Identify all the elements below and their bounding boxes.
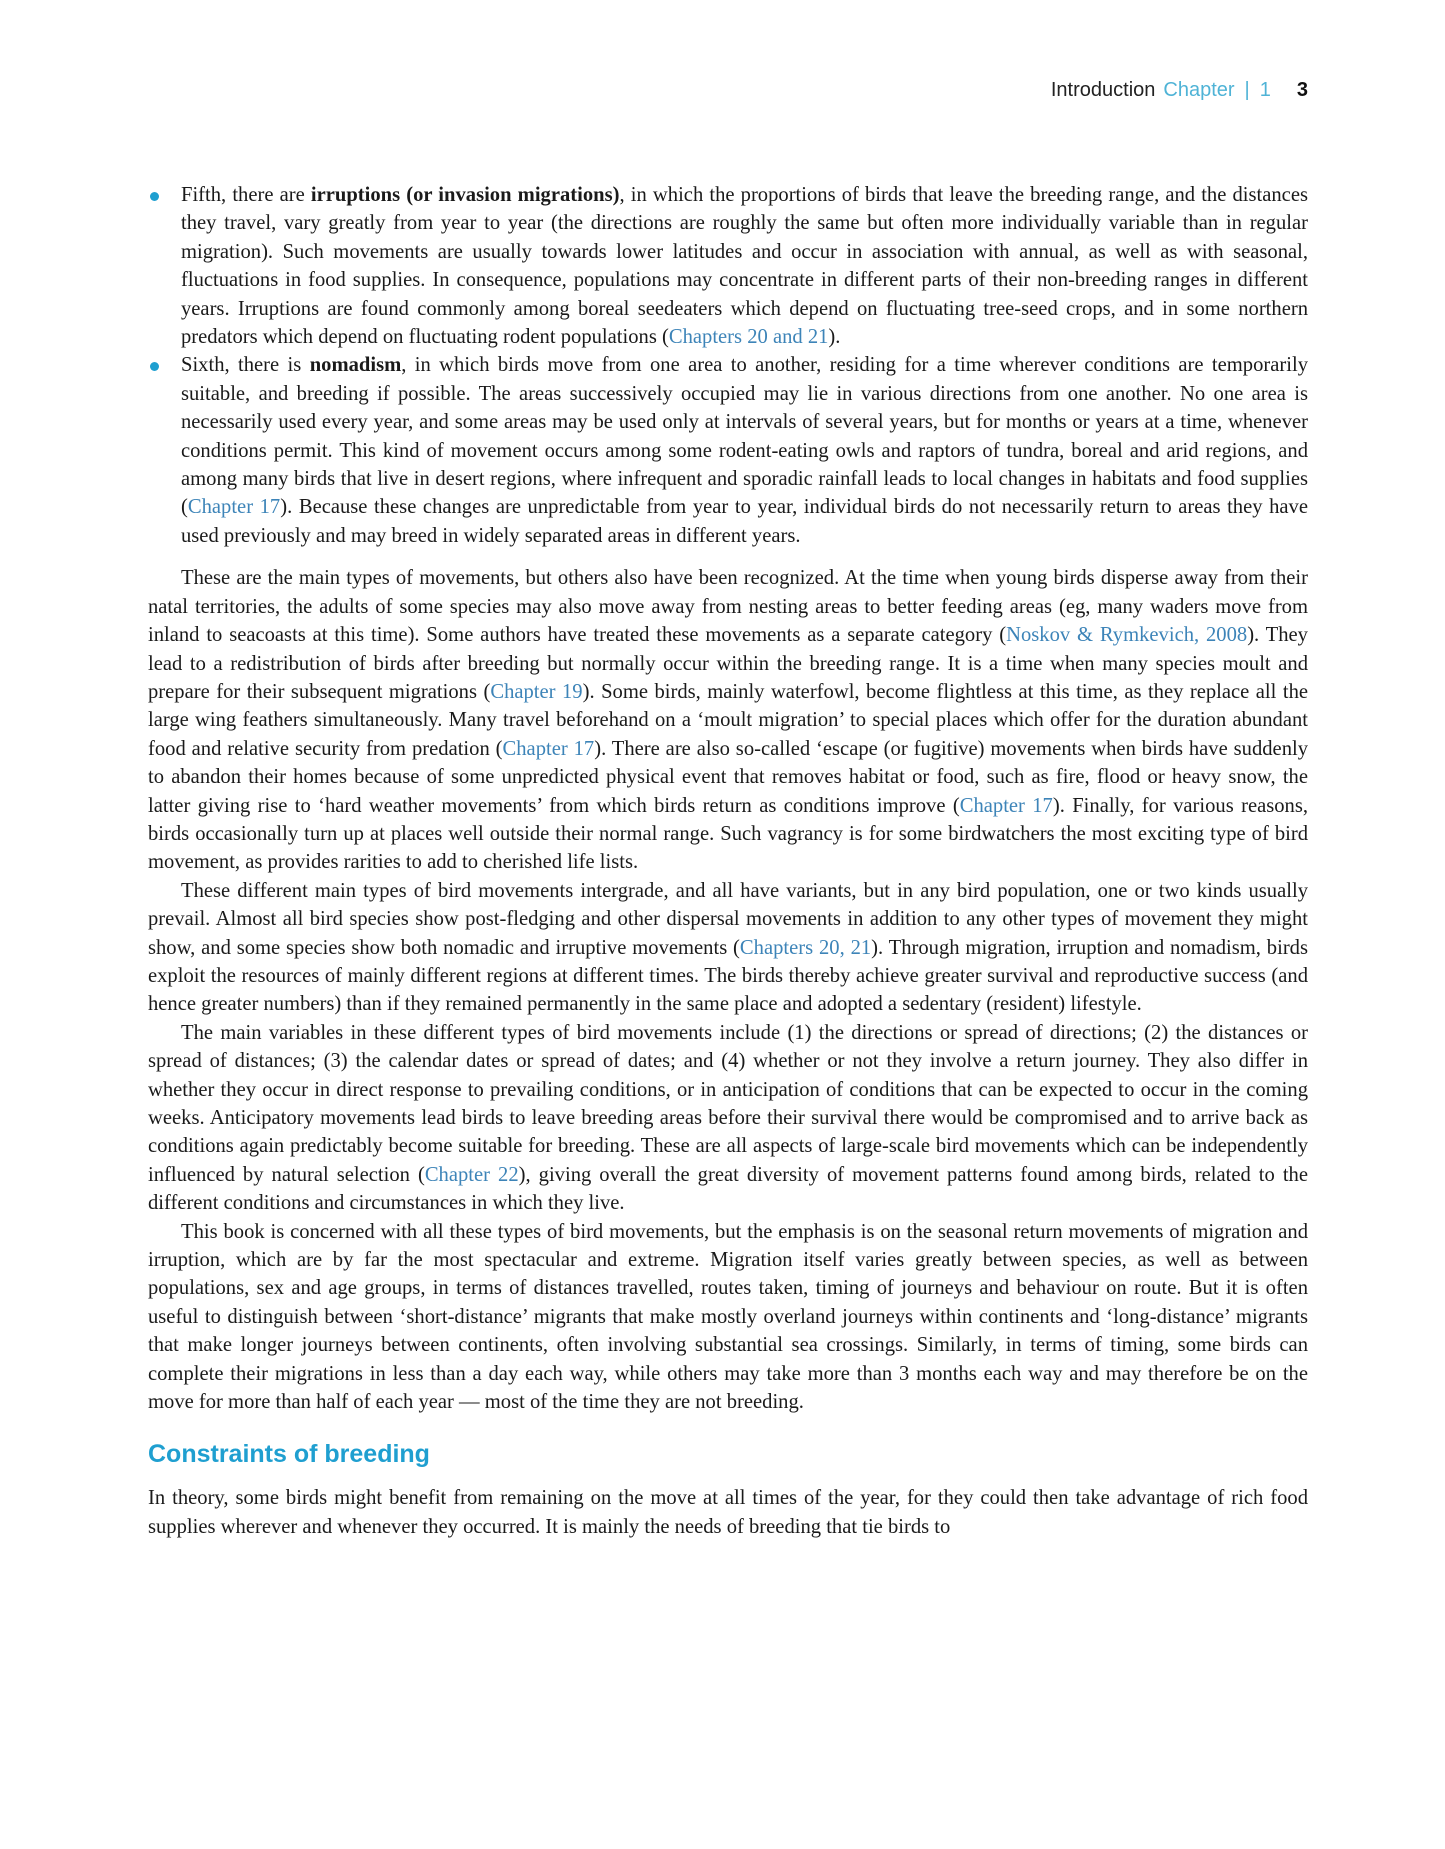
text-run: ). They lead to a redistribution of birds after breeding but normally occur within the breeding range. It is a time when many species moult and prepare for their subsequent migrations ( xyxy=(148,624,1308,703)
body-paragraph: This book is concerned with all these types of bird movements, but the emphasis is on the seasonal return movements of migration and irruption, which are by far the most spectacular and extreme. Migration itself varies greatly between species, as well as between populations, sex and age groups, in terms of distances travelled, routes taken, timing of journeys and behaviour on route. But it is often useful to distinguish between ‘short-distance’ migrants that make mostly overland journeys within continents and ‘long-distance’ migrants that make longer journeys between continents, often involving substantial sea crossings. Similarly, in terms of timing, some birds can complete their migrations in less than a day each way, while others may take more than 3 months each way and may therefore be on the move for more than half of each year — most of the time they are not breeding. xyxy=(148,1220,1308,1414)
movement-types-list xyxy=(148,181,1308,550)
bullet-icon xyxy=(150,362,159,371)
bullet-icon xyxy=(150,192,159,201)
body-paragraph xyxy=(148,1019,1308,1218)
body-paragraph xyxy=(148,877,1308,1019)
list-item xyxy=(148,351,1308,550)
text-run: ). There are also so-called ‘escape (or fugitive) movements when birds have suddenly to abandon their homes because of some unpredicted physical event that removes habitat or food, such as fire, flood or heavy snow, the latter giving rise to ‘hard weather movements’ from which birds return as conditions improve ( xyxy=(148,737,1309,817)
text-run: ). Because these changes are unpredictable from year to year, individual birds do not necessarily return to areas they have used previously and may breed in widely separated areas in different years. xyxy=(181,496,1308,547)
text-run: ). Some birds, mainly waterfowl, become flightless at this time, as they replace all the large wing feathers simultaneously. Many travel beforehand on a ‘moult migration’ to special places which offer for the duration abundant food and relative security from predation ( xyxy=(148,680,1309,760)
chapter-reference-link[interactable]: Chapter 17 xyxy=(502,737,595,760)
text-run: ), giving overall the great diversity of movement patterns found among birds, related to the different conditions and circumstances in which they live. xyxy=(148,1163,1308,1215)
text-run: Fifth, there are xyxy=(181,184,311,206)
body-paragraph: In theory, some birds might benefit from remaining on the move at all times of the year, for they could then take advantage of rich food supplies wherever and whenever they occurred. It is mainly the needs of breeding that tie birds to xyxy=(148,1487,1308,1538)
chapter-reference-link[interactable]: Chapter 17 xyxy=(187,496,281,519)
text-run: These different main types of bird movements intergrade, and all have variants, but in any bird population, one or two kinds usually prevail. Almost all bird species show post-fledging and other dispersal movements in addition to any other types of movement they might show, and some species show both nomadic and irruptive movements ( xyxy=(148,879,1308,959)
chapter-reference-link[interactable]: Chapter 19 xyxy=(490,680,583,703)
text-run: , in which birds move from one area to another, residing for a time wherever conditions are temporarily suitable, and breeding if possible. The areas successively occupied may lie in various directions from one another. No one area is necessarily used every year, and some areas may be used only at intervals of several years, but for months or years at a time, whenever conditions permit. This kind of movement occurs among some rodent-eating owls and raptors of tundra, boreal and arid regions, and among many birds that live in desert regions, where infrequent and sporadic rainfall leads to local changes in habitats and food supplies ( xyxy=(181,354,1308,519)
running-header xyxy=(1051,78,1308,102)
text-run: ). xyxy=(828,326,841,349)
section-heading: Constraints of breeding xyxy=(148,1440,430,1469)
header-section-title: Introduction xyxy=(1050,79,1156,101)
chapter-reference-link[interactable]: Chapter 22 xyxy=(424,1163,519,1186)
text-run: Sixth, there is xyxy=(181,354,310,377)
page-number: 3 xyxy=(1296,79,1308,101)
citation-link[interactable]: Noskov & Rymkevich, 2008 xyxy=(1006,624,1248,647)
header-chapter-label: Chapter xyxy=(1163,79,1235,101)
chapter-reference-link[interactable]: Chapters 20 and 21 xyxy=(668,326,829,349)
list-item xyxy=(148,181,1308,351)
bold-term: irruptions (or invasion migrations) xyxy=(310,184,620,206)
header-chapter-number: 1 xyxy=(1259,79,1271,101)
text-run: The main variables in these different types of bird movements include (1) the directions or spread of directions; (2) the distances or spread of distances; (3) the calendar dates or spread of dates; and (4) whether or not they involve a return journey. They also differ in whether they occur in direct response to prevailing conditions, or in anticipation of conditions that can be expected to occur in the coming weeks. Anticipatory movements lead birds to leave breeding areas before their survival there would be compromised and to arrive back as conditions again predictably become suitable for breeding. These are all aspects of large-scale bird movements which can be independently influenced by natural selection ( xyxy=(148,1021,1308,1186)
bold-term: nomadism xyxy=(309,354,402,377)
chapter-reference-link[interactable]: Chapter 17 xyxy=(959,794,1053,817)
header-separator: | xyxy=(1244,79,1250,101)
page-body xyxy=(148,181,1308,1541)
chapter-reference-link[interactable]: Chapters 20, 21 xyxy=(739,936,872,959)
text-run: ). Finally, for various reasons, birds occasionally turn up at places well outside their normal range. Such vagrancy is for some birdwatchers the most exciting type of bird movement, as provides rarities to add to cherished life lists. xyxy=(148,794,1308,874)
body-paragraph xyxy=(148,564,1308,876)
text-run: ). Through migration, irruption and nomadism, birds exploit the resources of mainly different regions at different times. The birds thereby achieve greater survival and reproductive success (and hence greater numbers) than if they remained permanently in the same place and adopted a sedentary (resident) lifestyle. xyxy=(148,936,1308,1016)
text-run: These are the main types of movements, but others also have been recognized. At the time when young birds disperse away from their natal territories, the adults of some species may also move away from nesting areas to better feeding areas (eg, many waders move from inland to seacoasts at this time). Some authors have treated these movements as a separate category ( xyxy=(148,567,1308,647)
text-run: , in which the proportions of birds that leave the breeding range, and the distances they travel, vary greatly from year to year (the directions are roughly the same but often more individually variable than in regular migration). Such movements are usually towards lower latitudes and occur in association with annual, as well as with seasonal, fluctuations in food supplies. In consequence, populations may concentrate in different parts of their non-breeding ranges in different years. Irruptions are found commonly among boreal seedeaters which depend on fluctuating tree-seed crops, and in some northern predators which depend on fluctuating rodent populations ( xyxy=(181,184,1308,349)
